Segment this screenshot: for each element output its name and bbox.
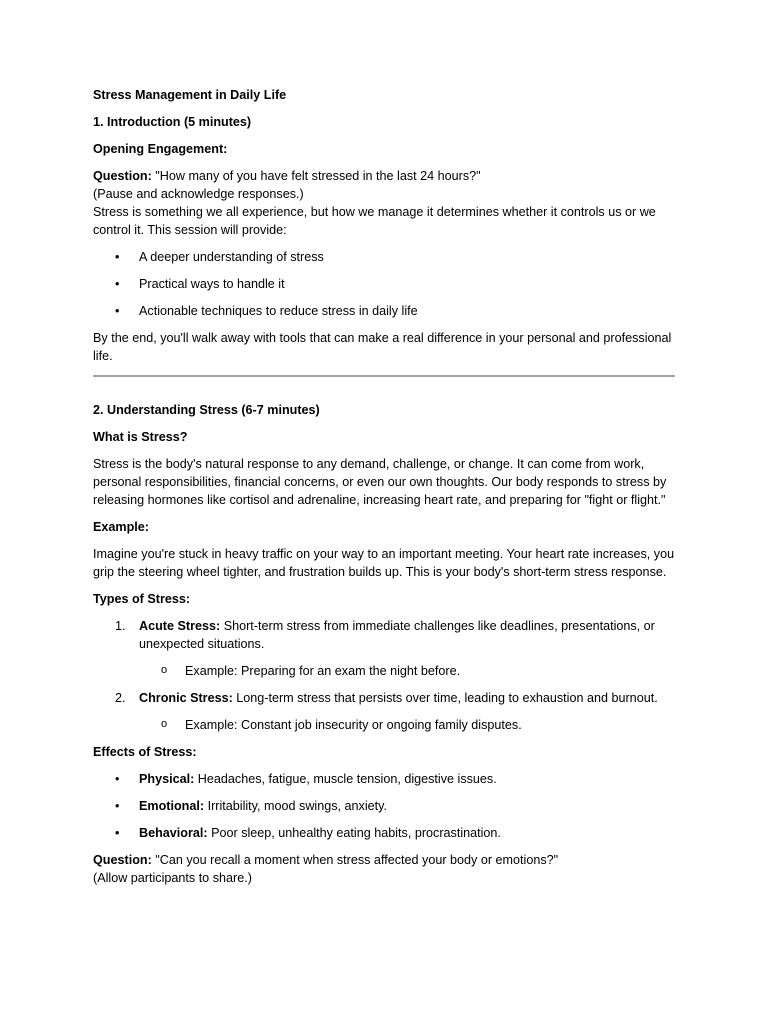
sub-list-item: o Example: Constant job insecurity or ongoing family disputes. xyxy=(93,716,678,734)
bullet-icon: • xyxy=(115,772,120,786)
allow-note: (Allow participants to share.) xyxy=(93,871,252,885)
intro-bullet-list xyxy=(93,248,678,320)
section-heading-understanding: 2. Understanding Stress (6-7 minutes) xyxy=(93,403,320,417)
intro-question: Question: "How many of you have felt stressed in the last 24 hours?" xyxy=(93,169,481,183)
intro-closing: By the end, you'll walk away with tools that can make a real difference in your personal and professional life. xyxy=(93,331,672,363)
section-heading-introduction: 1. Introduction (5 minutes) xyxy=(93,115,252,129)
bullet-icon: • xyxy=(115,277,120,291)
pause-note: (Pause and acknowledge responses.) xyxy=(93,187,304,201)
list-number: 1. xyxy=(115,619,126,633)
types-of-stress-list xyxy=(93,617,678,734)
opening-engagement-label: Opening Engagement: xyxy=(93,142,228,156)
what-is-stress-body: Stress is the body's natural response to any demand, challenge, or change. It can come from work, personal responsibilities, financial concerns, or even our own thoughts. Our body responds to stress by releasing hormones like cortisol and adrenaline, increasing heart rate, and preparing for "fight or flight." xyxy=(93,457,667,507)
list-item-chronic-stress: 2. Chronic Stress: Long-term stress that persists over time, leading to exhaustion and burnout. xyxy=(115,691,658,705)
list-item-acute-stress: 1. Acute Stress: Short-term stress from immediate challenges like deadlines, presentations, or unexpected situations. xyxy=(115,619,655,651)
bullet-icon: • xyxy=(115,799,120,813)
section-divider xyxy=(93,375,675,377)
sub-list-item: o Example: Preparing for an exam the night before. xyxy=(93,662,678,680)
bullet-icon: • xyxy=(115,826,120,840)
effects-of-stress-label: Effects of Stress: xyxy=(93,745,197,759)
intro-body: Stress is something we all experience, but how we manage it determines whether it controls us or we control it. This session will provide: xyxy=(93,205,656,237)
sub-bullet-icon: o xyxy=(161,718,168,730)
closing-question: Question: "Can you recall a moment when stress affected your body or emotions?" xyxy=(93,853,559,867)
effects-bullet-list xyxy=(93,770,678,842)
list-item: • Practical ways to handle it xyxy=(115,277,285,291)
document-body xyxy=(93,86,678,887)
bullet-icon: • xyxy=(115,304,120,318)
list-item: • Physical: Headaches, fatigue, muscle tension, digestive issues. xyxy=(115,772,497,786)
list-item: • Behavioral: Poor sleep, unhealthy eating habits, procrastination. xyxy=(115,826,501,840)
example-body: Imagine you're stuck in heavy traffic on your way to an important meeting. Your heart rate increases, you grip the steering wheel tighter, and frustration builds up. This is your body's short-term stress response. xyxy=(93,547,675,579)
list-number: 2. xyxy=(115,691,126,705)
types-of-stress-label: Types of Stress: xyxy=(93,592,191,606)
what-is-stress-label: What is Stress? xyxy=(93,430,188,444)
list-item: • Emotional: Irritability, mood swings, anxiety. xyxy=(115,799,387,813)
example-label: Example: xyxy=(93,520,149,534)
list-item: • Actionable techniques to reduce stress in daily life xyxy=(115,304,418,318)
sub-bullet-icon: o xyxy=(161,664,168,676)
bullet-icon: • xyxy=(115,250,120,264)
list-item: • A deeper understanding of stress xyxy=(115,250,324,264)
document-title: Stress Management in Daily Life xyxy=(93,88,287,102)
